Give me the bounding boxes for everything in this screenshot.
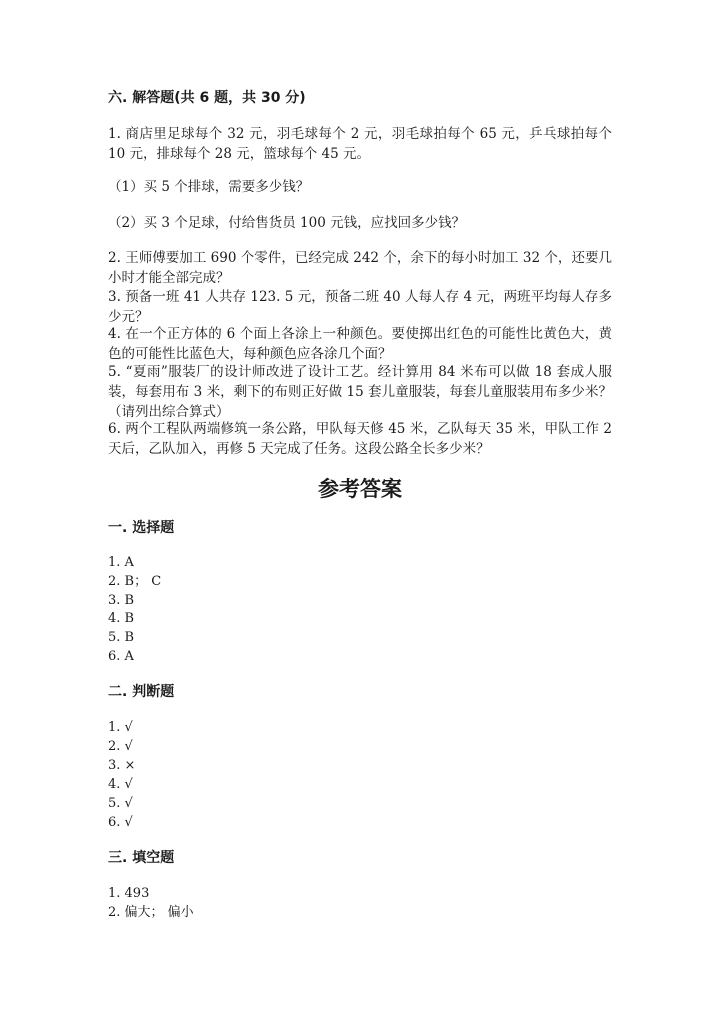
answer-item: 2. 偏大； 偏小: [108, 905, 194, 920]
answer-item: 5. B: [108, 630, 135, 645]
answer-item: 2. √: [108, 739, 133, 754]
question-4: 4. 在一个正方体的 6 个面上各涂上一种颜色。要使掷出红色的可能性比黄色大，黄色的可能性比蓝色大，每种颜色应各涂几个面？: [108, 326, 612, 362]
answer-item: 6. A: [108, 649, 134, 664]
answer-item: 3. B: [108, 593, 135, 608]
section-heading-6: 六. 解答题(共 6 题，共 30 分): [108, 90, 306, 106]
question-3: 3. 预备一班 41 人共存 123. 5 元，预备二班 40 人每人存 4 元，两班平均每人存多少元？: [108, 289, 612, 325]
answer-item: 1. 493: [108, 886, 150, 901]
answer-item: 2. B； C: [108, 574, 162, 589]
answer-item: 1. A: [108, 555, 134, 570]
question-1-stem: 1. 商店里足球每个 32 元，羽毛球每个 2 元，羽毛球拍每个 65 元，乒乓球拍每个 10 元，排球每个 28 元，篮球每个 45 元。: [108, 126, 612, 162]
answer-item: 1. √: [108, 720, 133, 735]
answer-item: 4. B: [108, 611, 135, 626]
question-1-sub-1: （1）买 5 个排球，需要多少钱？: [108, 179, 310, 195]
answers-title: 参考答案: [318, 477, 402, 501]
answer-item: 4. √: [108, 777, 133, 792]
answer-item: 3. ×: [108, 758, 136, 773]
question-2: 2. 王师傅要加工 690 个零件，已经完成 242 个，余下的每小时加工 32 个，还要几小时才能全部完成？: [108, 250, 612, 286]
question-1-sub-2: （2）买 3 个足球，付给售货员 100 元钱，应找回多少钱？: [108, 215, 466, 231]
question-5: 5. “夏雨”服装厂的设计师改进了设计工艺。经计算用 84 米布可以做 18 套成人服装，每套用布 3 米，剩下的布则正好做 15 套儿童服装，每套儿童服装用布多少米？（请列出综合算式）: [108, 364, 612, 420]
answers-choice-heading: 一. 选择题: [108, 520, 175, 536]
answer-item: 5. √: [108, 796, 133, 811]
answers-judge-heading: 二. 判断题: [108, 684, 175, 700]
question-6: 6. 两个工程队两端修筑一条公路，甲队每天修 45 米，乙队每天 35 米，甲队工作 2 天后，乙队加入，再修 5 天完成了任务。这段公路全长多少米？: [108, 421, 612, 457]
answers-fill-heading: 三. 填空题: [108, 850, 175, 866]
answer-item: 6. √: [108, 815, 133, 830]
